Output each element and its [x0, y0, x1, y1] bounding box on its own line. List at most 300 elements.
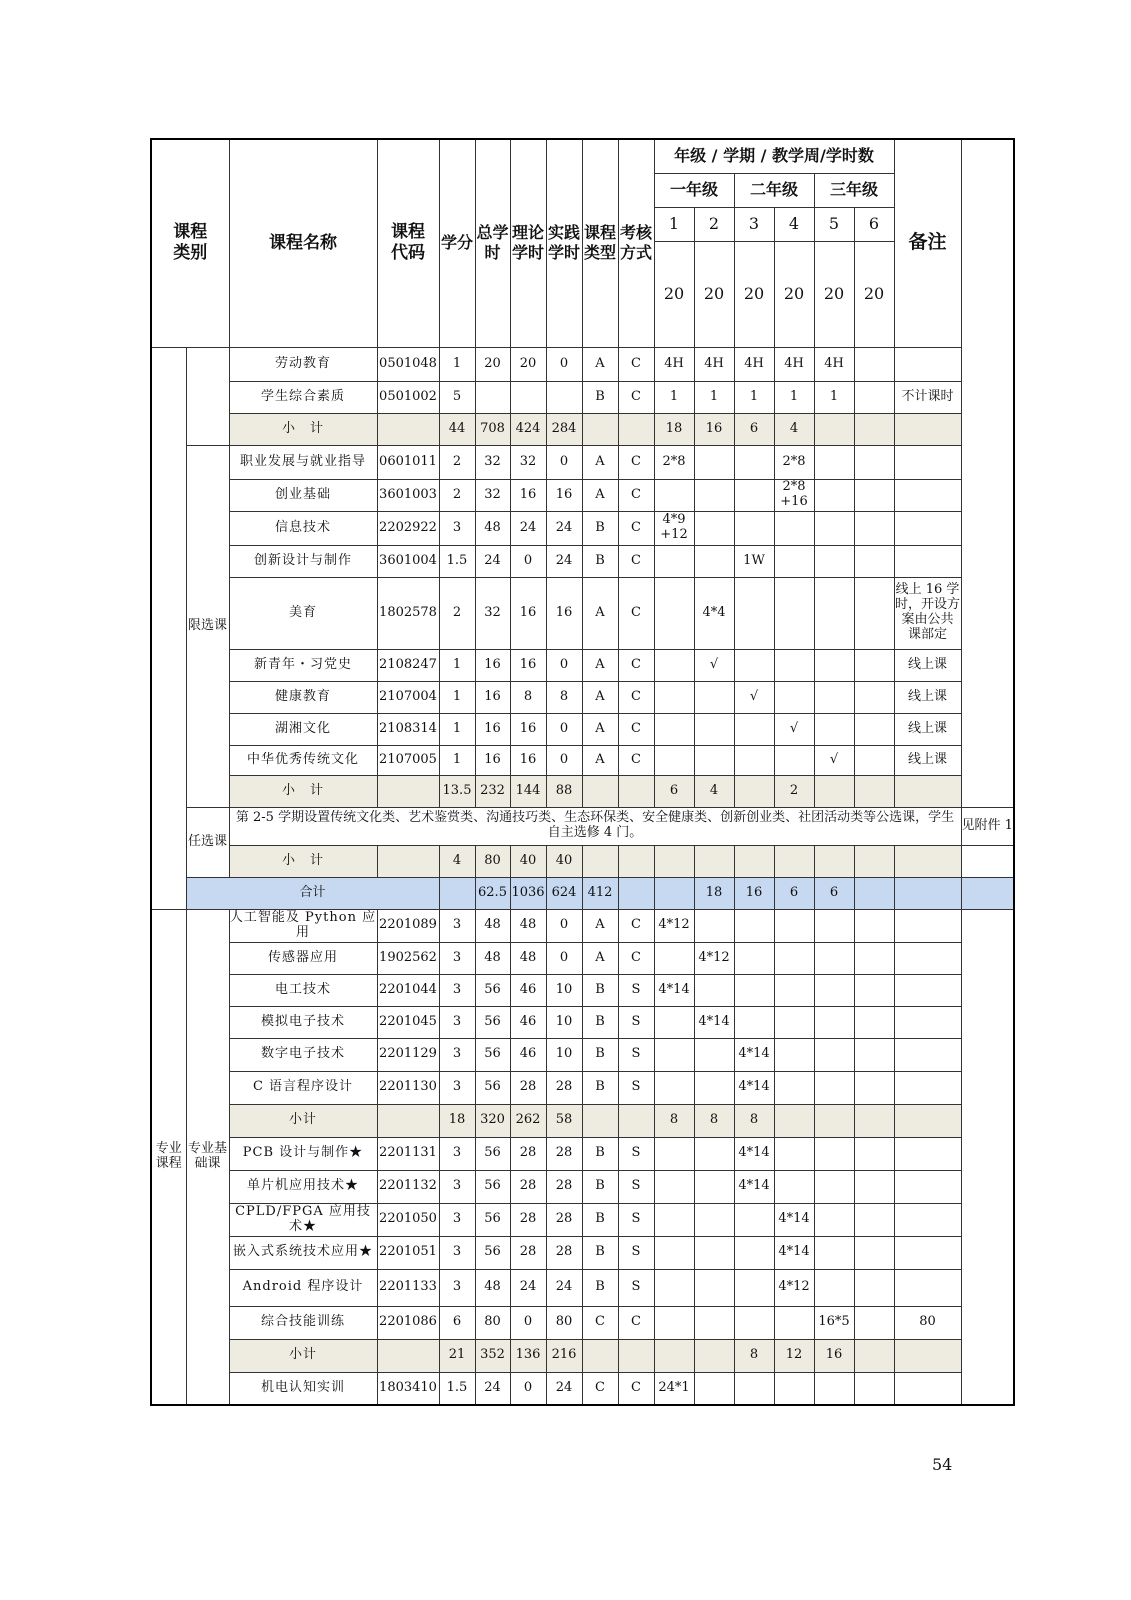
cell-total: 708	[475, 413, 510, 445]
course-name: 电工技术	[229, 974, 377, 1006]
category-restricted: 限选课	[186, 445, 229, 807]
cell-credit: 1.5	[439, 545, 475, 577]
header-course-name: 课程名称	[229, 139, 377, 347]
cell-practice: 16	[546, 479, 582, 511]
header-weeks: 20	[814, 241, 854, 347]
semester-cell	[694, 511, 734, 545]
semester-cell	[774, 745, 814, 775]
remark-cell: 线上课	[894, 713, 961, 745]
course-name: 职业发展与就业指导	[229, 445, 377, 479]
table-row	[151, 942, 1014, 974]
course-name: 小 计	[229, 413, 377, 445]
remark-cell	[894, 511, 961, 545]
header-semester: 1	[654, 207, 694, 241]
cell-exam: C	[618, 909, 654, 942]
semester-cell	[694, 681, 734, 713]
semester-cell	[854, 877, 894, 909]
table-row	[151, 381, 1014, 413]
header-year-3: 三年级	[814, 173, 894, 207]
semester-cell: 4*12	[774, 1269, 814, 1306]
semester-cell	[734, 1006, 774, 1038]
cell-credit: 1	[439, 745, 475, 775]
semester-cell	[854, 1170, 894, 1203]
cell-theory: 28	[510, 1170, 546, 1203]
semester-cell	[654, 1006, 694, 1038]
course-name: 小计	[229, 1104, 377, 1137]
cell-theory: 28	[510, 1236, 546, 1269]
cell-theory: 424	[510, 413, 546, 445]
semester-cell	[854, 845, 894, 877]
table-row	[151, 545, 1014, 577]
remark-cell	[894, 1137, 961, 1170]
cell-practice: 8	[546, 681, 582, 713]
remark-cell	[894, 1372, 961, 1405]
header-remark: 备注	[894, 139, 961, 347]
cell-type	[582, 845, 618, 877]
semester-cell	[854, 381, 894, 413]
course-name: 美育	[229, 577, 377, 649]
cell-practice: 0	[546, 347, 582, 381]
semester-cell	[814, 1006, 854, 1038]
cell-practice	[546, 381, 582, 413]
category-optional: 任选课	[186, 807, 229, 877]
header-semester: 5	[814, 207, 854, 241]
semester-cell: 16	[814, 1339, 854, 1372]
course-code	[377, 845, 439, 877]
semester-cell	[854, 413, 894, 445]
table-row	[151, 479, 1014, 511]
header-practice-hours: 实践 学时	[546, 139, 582, 347]
semester-cell	[654, 479, 694, 511]
semester-cell	[694, 1170, 734, 1203]
semester-cell	[854, 713, 894, 745]
cell-theory: 144	[510, 775, 546, 807]
cell-credit: 3	[439, 942, 475, 974]
cell-theory: 0	[510, 545, 546, 577]
course-name: 小计	[229, 1339, 377, 1372]
cell-theory: 8	[510, 681, 546, 713]
cell-exam	[618, 775, 654, 807]
semester-cell	[854, 545, 894, 577]
course-code: 2201129	[377, 1038, 439, 1071]
semester-cell	[814, 445, 854, 479]
semester-cell: 4*12	[654, 909, 694, 942]
remark-cell	[894, 1203, 961, 1236]
cell-exam: S	[618, 1203, 654, 1236]
course-name: 创新设计与制作	[229, 545, 377, 577]
cell-type	[582, 1104, 618, 1137]
semester-cell: 2*8	[654, 445, 694, 479]
semester-cell	[774, 681, 814, 713]
course-code: 2201045	[377, 1006, 439, 1038]
semester-cell: 4H	[654, 347, 694, 381]
cell-exam: C	[618, 347, 654, 381]
semester-cell	[814, 909, 854, 942]
cell-type: A	[582, 909, 618, 942]
cell-credit: 3	[439, 511, 475, 545]
semester-cell: 2	[774, 775, 814, 807]
course-code	[377, 1104, 439, 1137]
semester-cell	[774, 511, 814, 545]
course-name: 学生综合素质	[229, 381, 377, 413]
table-row	[151, 775, 1014, 807]
category-major: 专业 课程	[151, 909, 186, 1405]
cell-total: 32	[475, 577, 510, 649]
course-name: Android 程序设计	[229, 1269, 377, 1306]
course-code: 0501048	[377, 347, 439, 381]
course-code: 2201133	[377, 1269, 439, 1306]
table-row	[151, 681, 1014, 713]
semester-cell	[854, 479, 894, 511]
cell-total: 32	[475, 445, 510, 479]
cell-theory: 20	[510, 347, 546, 381]
cell-type: B	[582, 381, 618, 413]
cell-exam: C	[618, 745, 654, 775]
semester-cell	[814, 681, 854, 713]
cell-practice: 10	[546, 1038, 582, 1071]
course-code: 0601011	[377, 445, 439, 479]
header-year-2: 二年级	[734, 173, 814, 207]
course-code: 2201130	[377, 1071, 439, 1104]
semester-cell	[654, 1137, 694, 1170]
cell-exam: C	[618, 445, 654, 479]
cell-total: 56	[475, 1071, 510, 1104]
cell-type: B	[582, 1269, 618, 1306]
cell-total	[475, 381, 510, 413]
semester-cell: 4*14	[734, 1137, 774, 1170]
header-semester: 3	[734, 207, 774, 241]
cell-type: B	[582, 1236, 618, 1269]
semester-cell	[694, 479, 734, 511]
cell-theory: 16	[510, 713, 546, 745]
semester-cell	[854, 974, 894, 1006]
semester-cell	[734, 713, 774, 745]
semester-cell	[814, 649, 854, 681]
cell-credit: 3	[439, 974, 475, 1006]
semester-cell: 8	[734, 1339, 774, 1372]
semester-cell	[814, 577, 854, 649]
cell-theory	[510, 381, 546, 413]
semester-cell: 4H	[694, 347, 734, 381]
cell-exam: C	[618, 1306, 654, 1339]
course-name: CPLD/FPGA 应用技术★	[229, 1203, 377, 1236]
remark-cell	[894, 1170, 961, 1203]
category-blank	[151, 347, 186, 909]
semester-cell	[854, 1203, 894, 1236]
semester-cell	[654, 1203, 694, 1236]
semester-cell	[814, 545, 854, 577]
semester-cell	[854, 1071, 894, 1104]
semester-cell: 8	[734, 1104, 774, 1137]
cell-practice: 0	[546, 713, 582, 745]
header-exam-mode: 考核 方式	[618, 139, 654, 347]
remark-cell	[894, 974, 961, 1006]
table-row	[151, 1137, 1014, 1170]
semester-cell: 8	[654, 1104, 694, 1137]
semester-cell	[734, 1236, 774, 1269]
cell-theory: 40	[510, 845, 546, 877]
header-course-type: 课程 类型	[582, 139, 618, 347]
semester-cell: 6	[734, 413, 774, 445]
semester-cell	[694, 1306, 734, 1339]
cell-credit: 44	[439, 413, 475, 445]
semester-cell: 12	[774, 1339, 814, 1372]
remark-cell	[894, 942, 961, 974]
cell-credit: 3	[439, 1203, 475, 1236]
cell-exam	[618, 845, 654, 877]
semester-cell: 1	[734, 381, 774, 413]
cell-theory: 16	[510, 577, 546, 649]
table-row	[151, 413, 1014, 445]
cell-credit: 1	[439, 649, 475, 681]
semester-cell: 4*14	[654, 974, 694, 1006]
semester-cell	[814, 413, 854, 445]
cell-total: 20	[475, 347, 510, 381]
semester-cell	[854, 745, 894, 775]
header-weeks: 20	[854, 241, 894, 347]
course-code: 1802578	[377, 577, 439, 649]
semester-cell	[694, 1038, 734, 1071]
semester-cell	[774, 1104, 814, 1137]
semester-cell: √	[814, 745, 854, 775]
table-row	[151, 807, 1014, 845]
category-major-basic: 专业基 础课	[186, 909, 229, 1405]
cell-type: A	[582, 445, 618, 479]
semester-cell	[694, 713, 734, 745]
semester-cell: 16*5	[814, 1306, 854, 1339]
cell-credit: 18	[439, 1104, 475, 1137]
cell-credit: 3	[439, 1071, 475, 1104]
cell-exam: C	[618, 545, 654, 577]
header-grade-title: 年级 / 学期 / 教学周/学时数	[654, 139, 894, 173]
course-code	[377, 1339, 439, 1372]
cell-total: 56	[475, 1203, 510, 1236]
semester-cell	[734, 745, 774, 775]
cell-practice: 40	[546, 845, 582, 877]
cell-practice: 80	[546, 1306, 582, 1339]
cell-credit: 13.5	[439, 775, 475, 807]
course-code: 2108314	[377, 713, 439, 745]
semester-cell	[854, 1137, 894, 1170]
semester-cell	[694, 1269, 734, 1306]
table-row	[151, 577, 1014, 649]
header-course-code: 课程 代码	[377, 139, 439, 347]
cell-total: 48	[475, 942, 510, 974]
header-semester: 4	[774, 207, 814, 241]
semester-cell	[734, 479, 774, 511]
cell-exam: S	[618, 1006, 654, 1038]
cell-practice: 0	[546, 909, 582, 942]
table-row	[151, 1006, 1014, 1038]
semester-cell	[654, 1269, 694, 1306]
cell-exam: S	[618, 974, 654, 1006]
semester-cell: 2*8	[774, 445, 814, 479]
course-code: 2107005	[377, 745, 439, 775]
semester-cell	[734, 577, 774, 649]
cell-credit: 3	[439, 909, 475, 942]
semester-cell	[654, 545, 694, 577]
semester-cell	[694, 909, 734, 942]
remark-cell: 线上课	[894, 745, 961, 775]
remark-cell: 80	[894, 1306, 961, 1339]
course-code: 3601004	[377, 545, 439, 577]
semester-cell: 8	[694, 1104, 734, 1137]
cell-total: 48	[475, 1269, 510, 1306]
semester-cell: 1	[694, 381, 734, 413]
semester-cell	[694, 1203, 734, 1236]
cell-exam: C	[618, 511, 654, 545]
remark-cell: 线上 16 学 时，开设方 案由公共 课部定	[894, 577, 961, 649]
semester-cell	[774, 1071, 814, 1104]
course-code: 2201044	[377, 974, 439, 1006]
course-code	[377, 775, 439, 807]
semester-cell: 4	[694, 775, 734, 807]
semester-cell: 6	[654, 775, 694, 807]
cell-exam	[618, 1104, 654, 1137]
semester-cell: √	[734, 681, 774, 713]
cell-total: 24	[475, 1372, 510, 1405]
semester-cell: 1W	[734, 545, 774, 577]
semester-cell	[854, 1236, 894, 1269]
cell-total: 80	[475, 845, 510, 877]
cell-total: 56	[475, 1137, 510, 1170]
header-credit: 学分	[439, 139, 475, 347]
table-row	[151, 974, 1014, 1006]
table-row	[151, 1372, 1014, 1405]
course-name: 劳动教育	[229, 347, 377, 381]
cell-theory: 262	[510, 1104, 546, 1137]
semester-cell	[654, 577, 694, 649]
cell-practice: 0	[546, 445, 582, 479]
semester-cell	[654, 713, 694, 745]
cell-theory: 28	[510, 1203, 546, 1236]
cell-credit: 2	[439, 445, 475, 479]
course-name: 传感器应用	[229, 942, 377, 974]
semester-cell: 2*8 +16	[774, 479, 814, 511]
cell-exam: C	[618, 681, 654, 713]
cell-theory: 28	[510, 1137, 546, 1170]
remark-cell	[894, 413, 961, 445]
semester-cell	[814, 942, 854, 974]
semester-cell	[654, 1071, 694, 1104]
cell-practice: 10	[546, 974, 582, 1006]
semester-cell	[654, 1170, 694, 1203]
cell-credit: 3	[439, 1137, 475, 1170]
semester-cell	[734, 909, 774, 942]
cell-exam: S	[618, 1071, 654, 1104]
semester-cell: 18	[654, 413, 694, 445]
semester-cell	[854, 445, 894, 479]
cell-exam: S	[618, 1269, 654, 1306]
semester-cell	[654, 1306, 694, 1339]
semester-cell	[734, 1269, 774, 1306]
semester-cell	[694, 1372, 734, 1405]
course-code: 2202922	[377, 511, 439, 545]
semester-cell	[854, 775, 894, 807]
semester-cell	[654, 942, 694, 974]
course-name: 数字电子技术	[229, 1038, 377, 1071]
semester-cell	[814, 1170, 854, 1203]
semester-cell	[694, 1071, 734, 1104]
cell-exam: C	[618, 577, 654, 649]
cell-credit: 5	[439, 381, 475, 413]
table-row	[151, 1269, 1014, 1306]
remark-cell	[961, 877, 1014, 909]
cell-credit: 6	[439, 1306, 475, 1339]
cell-total: 32	[475, 479, 510, 511]
header-semester: 2	[694, 207, 734, 241]
cell-type: B	[582, 545, 618, 577]
semester-cell	[814, 1137, 854, 1170]
course-name: 模拟电子技术	[229, 1006, 377, 1038]
curriculum-table	[150, 138, 1015, 1406]
table-row	[151, 511, 1014, 545]
cell-practice: 28	[546, 1170, 582, 1203]
semester-cell	[654, 1236, 694, 1269]
cell-credit: 2	[439, 479, 475, 511]
remark-cell	[894, 909, 961, 942]
cell-exam: S	[618, 1038, 654, 1071]
course-name: 单片机应用技术★	[229, 1170, 377, 1203]
table-row	[151, 1306, 1014, 1339]
category-blank	[186, 347, 229, 445]
semester-cell	[854, 1306, 894, 1339]
cell-total: 16	[475, 745, 510, 775]
course-name: 人工智能及 Python 应用	[229, 909, 377, 942]
course-name: 机电认知实训	[229, 1372, 377, 1405]
cell-type: B	[582, 974, 618, 1006]
cell-type: A	[582, 577, 618, 649]
semester-cell	[854, 1104, 894, 1137]
remark-cell	[894, 545, 961, 577]
semester-cell: 4*9 +12	[654, 511, 694, 545]
course-name: 中华优秀传统文化	[229, 745, 377, 775]
semester-cell	[854, 1339, 894, 1372]
course-code: 2201089	[377, 909, 439, 942]
cell-practice: 24	[546, 1269, 582, 1306]
cell-type: B	[582, 1071, 618, 1104]
table-row	[151, 909, 1014, 942]
cell-credit: 62.5	[475, 877, 510, 909]
cell-type: B	[582, 1137, 618, 1170]
cell-total: 48	[475, 909, 510, 942]
cell-credit: 3	[439, 1038, 475, 1071]
semester-cell: 24*1	[654, 1372, 694, 1405]
cell-type	[582, 1339, 618, 1372]
remark-cell	[894, 479, 961, 511]
cell-practice: 16	[546, 577, 582, 649]
semester-cell	[734, 649, 774, 681]
total-label: 合计	[186, 877, 439, 909]
cell-exam	[618, 413, 654, 445]
course-code: 2201131	[377, 1137, 439, 1170]
cell-total: 56	[475, 974, 510, 1006]
semester-cell: 4*4	[694, 577, 734, 649]
course-name: 创业基础	[229, 479, 377, 511]
course-name: PCB 设计与制作★	[229, 1137, 377, 1170]
course-code: 0501002	[377, 381, 439, 413]
cell-theory: 24	[510, 1269, 546, 1306]
cell-credit: 3	[439, 1170, 475, 1203]
cell-practice: 24	[546, 511, 582, 545]
course-name: 小 计	[229, 775, 377, 807]
cell-theory: 16	[510, 745, 546, 775]
remark-cell: 见附件 1	[961, 807, 1014, 845]
course-name: 小 计	[229, 845, 377, 877]
cell-exam: S	[618, 1236, 654, 1269]
cell-type	[618, 877, 654, 909]
table-row	[151, 347, 1014, 381]
